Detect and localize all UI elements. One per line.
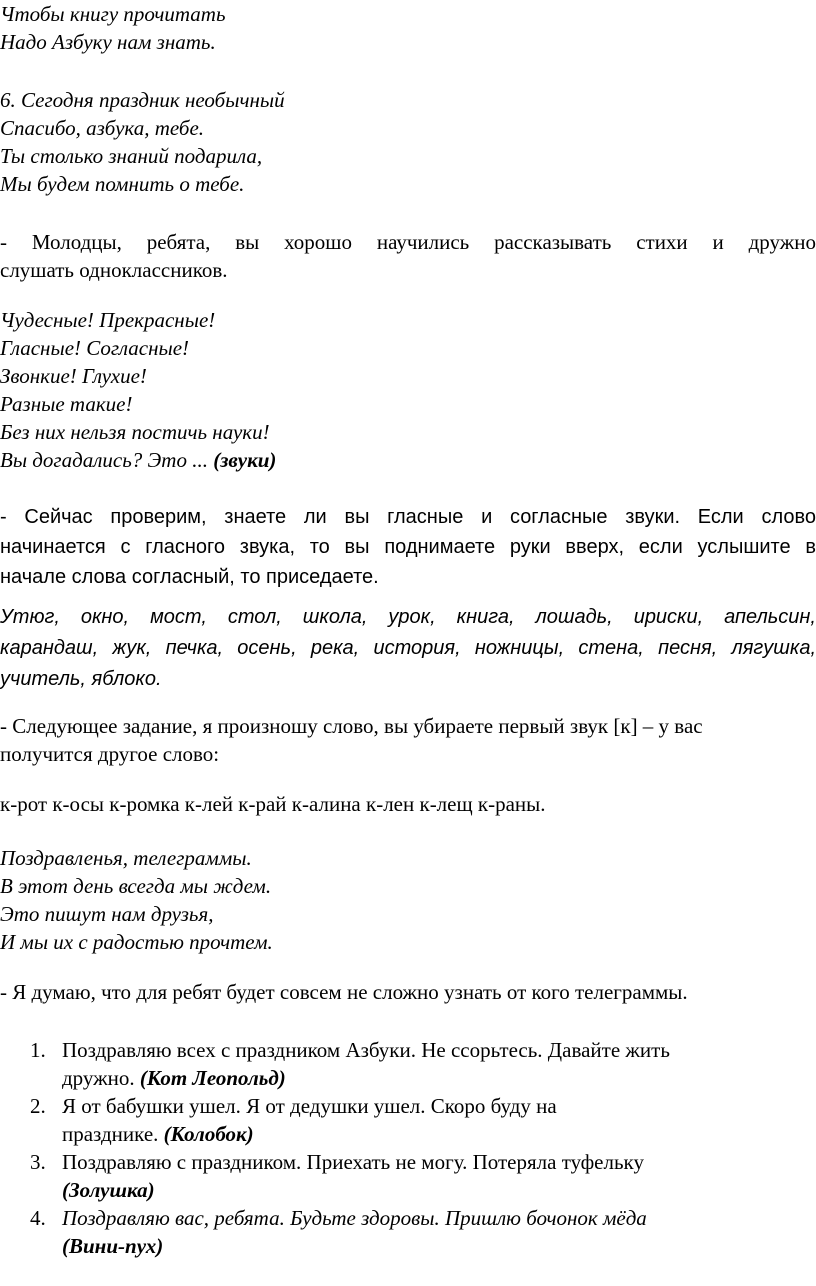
paragraph-line: - Молодцы, ребята, вы хорошо научились рассказывать стихи и дружно <box>0 230 816 254</box>
riddle-question: Вы догадались? Это ... <box>0 448 208 472</box>
telegram-text <box>62 1232 816 1260</box>
telegram-text-end: дружно. <box>62 1066 135 1090</box>
telegram-text <box>62 1064 816 1092</box>
poem-line: И мы их с радостью прочтем. <box>0 930 273 954</box>
telegram-text <box>62 1176 816 1204</box>
poem-line: Поздравленья, телеграммы. <box>0 846 252 870</box>
paragraph-line: - Я думаю, что для ребят будет совсем не сложно узнать от кого телеграммы. <box>0 980 688 1004</box>
telegram-list <box>0 1036 816 1260</box>
telegram-text: Поздравляю вас, ребята. Будьте здоровы. Пришлю бочонок мёда <box>62 1206 647 1230</box>
poem-stanza-6 <box>0 86 816 198</box>
telegram-text: Я от бабушки ушел. Я от дедушки ушел. Скоро буду на <box>62 1094 557 1118</box>
telegram-text-end: празднике. <box>62 1122 159 1146</box>
k-words-line <box>0 790 816 818</box>
word-line: учитель, яблоко. <box>0 668 162 690</box>
list-number: 1. <box>30 1038 46 1062</box>
list-number: 4. <box>30 1206 46 1230</box>
poem-line: Разные такие! <box>0 392 133 416</box>
telegram-author: (Золушка) <box>62 1178 155 1202</box>
telegram-text <box>62 1120 816 1148</box>
paragraph-line: - Сейчас проверим, знаете ли вы гласные и согласные звуки. Если слово <box>0 506 816 528</box>
telegram-poem <box>0 844 816 956</box>
poem-line: Гласные! Согласные! <box>0 336 190 360</box>
poem-stanza-5 <box>0 0 816 56</box>
paragraph-line: начинается с гласного звука, то вы поднимаете руки вверх, если услышите в <box>0 536 816 558</box>
paragraph-line: - Следующее задание, я произношу слово, вы убираете первый звук [к] – у вас <box>0 714 703 738</box>
telegram-author: (Вини-пух) <box>62 1234 164 1258</box>
riddle-poem <box>0 306 816 474</box>
telegram-text: Поздравляю с праздником. Приехать не могу. Потеряла туфельку <box>62 1150 644 1174</box>
next-task-paragraph <box>0 712 816 768</box>
list-item <box>0 1036 816 1092</box>
check-paragraph <box>0 502 816 592</box>
word-line: Утюг, окно, мост, стол, школа, урок, книга, лошадь, ириски, апельсин, <box>0 606 816 628</box>
paragraph-line: получится другое слово: <box>0 742 220 766</box>
list-item <box>0 1092 816 1148</box>
think-paragraph <box>0 978 816 1006</box>
poem-line: 6. Сегодня праздник необычный <box>0 88 285 112</box>
telegram-author: (Колобок) <box>163 1122 254 1146</box>
paragraph-line: слушать одноклассников. <box>0 258 228 282</box>
poem-line: Чтобы книгу прочитать <box>0 2 226 26</box>
list-item <box>0 1148 816 1204</box>
word-list <box>0 602 816 695</box>
list-number: 2. <box>30 1094 46 1118</box>
poem-line <box>0 446 816 474</box>
poem-line: В этот день всегда мы ждем. <box>0 874 272 898</box>
poem-line: Спасибо, азбука, тебе. <box>0 116 205 140</box>
poem-line: Без них нельзя постичь науки! <box>0 420 270 444</box>
k-words: к-рот к-осы к-ромка к-лей к-рай к-алина к-лен к-лещ к-раны. <box>0 792 546 816</box>
list-item <box>0 1204 816 1260</box>
poem-line: Это пишут нам друзья, <box>0 902 214 926</box>
paragraph-line: начале слова согласный, то приседаете. <box>0 566 379 588</box>
poem-line: Надо Азбуку нам знать. <box>0 30 216 54</box>
praise-paragraph <box>0 228 816 284</box>
poem-line: Чудесные! Прекрасные! <box>0 308 216 332</box>
list-number: 3. <box>30 1150 46 1174</box>
telegram-text: Поздравляю всех с праздником Азбуки. Не ссорьтесь. Давайте жить <box>62 1038 670 1062</box>
word-line: карандаш, жук, печка, осень, река, история, ножницы, стена, песня, лягушка, <box>0 637 816 659</box>
poem-line: Звонкие! Глухие! <box>0 364 147 388</box>
riddle-answer: (звуки) <box>213 448 277 472</box>
poem-line: Ты столько знаний подарила, <box>0 144 263 168</box>
telegram-author: (Кот Леопольд) <box>139 1066 286 1090</box>
poem-line: Мы будем помнить о тебе. <box>0 172 245 196</box>
